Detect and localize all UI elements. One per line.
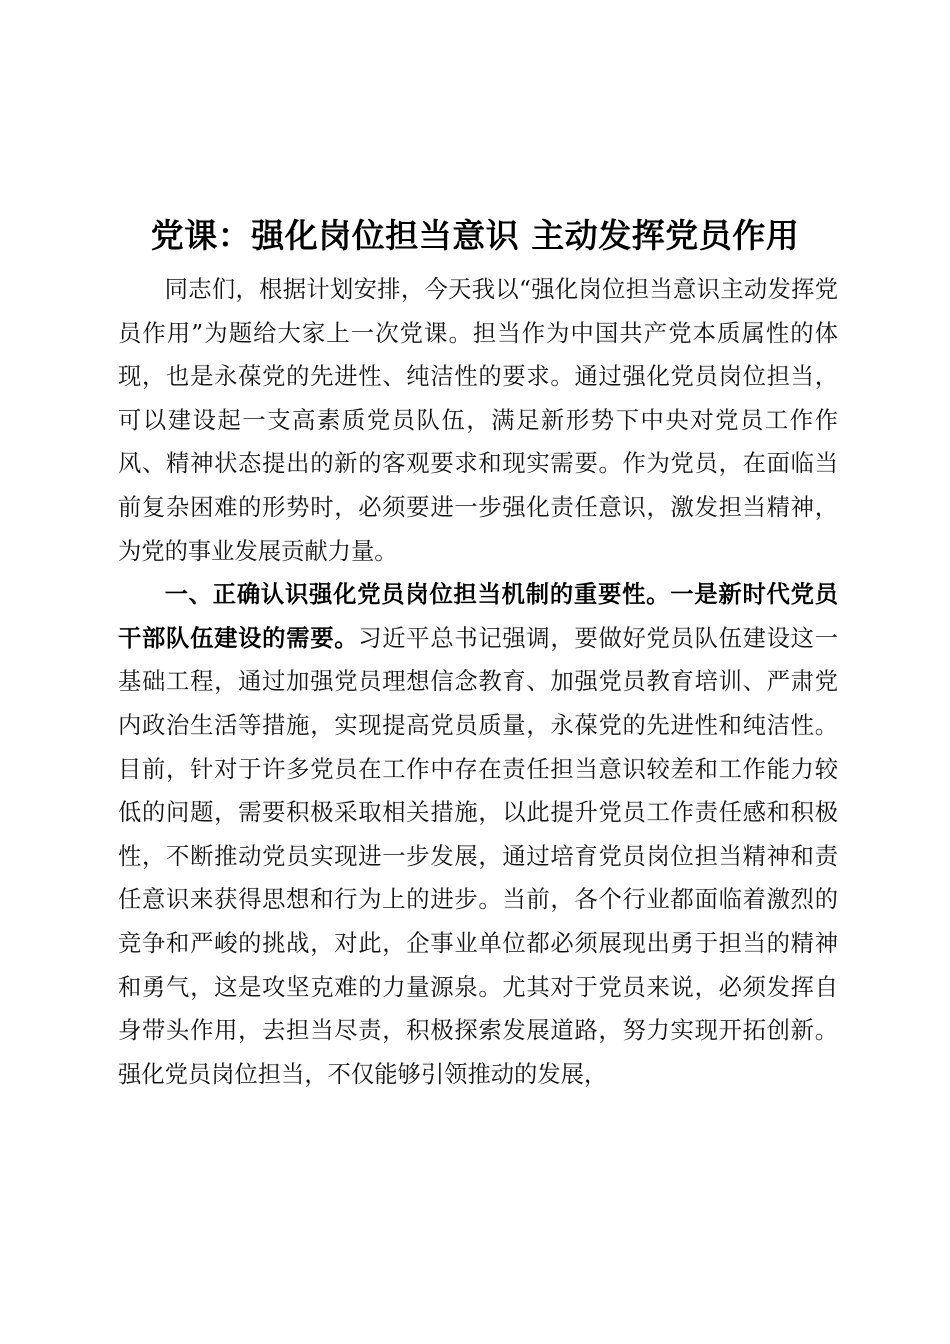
section-one-text: 习近平总书记强调，要做好党员队伍建设这一基础工程，通过加强党员理想信念教育、加强党员教育培训、严肃党内政治生活等措施，实现提高党员质量，永葆党的先进性和纯洁性。目前，针对于许多党员在工作中存在责任担当意识较差和工作能力较低的问题，需要积极采取相关措施，以此提升党员工作责任感和积极性，不断推动党员实现进一步发展，通过培育党员岗位担当精神和责任意识来获得思想和行为上的进步。当前，各个行业都面临着激烈的竞争和严峻的挑战，对此，企事业单位都必须展现出勇于担当的精神和勇气，这是攻坚克难的力量源泉。尤其对于党员来说，必须发挥自身带头作用，去担当尽责，积极探索发展道路，努力实现开拓创新。强化党员岗位担当，不仅能够引领推动的发展， — [118, 624, 839, 1088]
document-title: 党课：强化岗位担当意识 主动发挥党员作用 — [150, 216, 800, 255]
intro-paragraph-text: 同志们，根据计划安排，今天我以“强化岗位担当意识主动发挥党员作用”为题给大家上一次党课。担当作为中国共产党本质属性的体现，也是永葆党的先进性、纯洁性的要求。通过强化党员岗位担当，可以建设起一支高素质党员队伍，满足新形势下中央对党员工作作风、精神状态提出的新的客观要求和现实需要。作为党员，在面临当前复杂困难的形势时，必须要进一步强化责任意识，激发担当精神，为党的事业发展贡献力量。 — [118, 276, 838, 565]
section-one-subheading: 一是新时代党员干部队伍建设的需要。 — [118, 581, 838, 652]
document-body — [118, 268, 838, 1096]
section-one-paragraph — [118, 573, 838, 1096]
intro-paragraph — [118, 268, 838, 573]
section-one-heading: 一、正确认识强化党员岗位担当机制的重要性。 — [164, 581, 671, 609]
